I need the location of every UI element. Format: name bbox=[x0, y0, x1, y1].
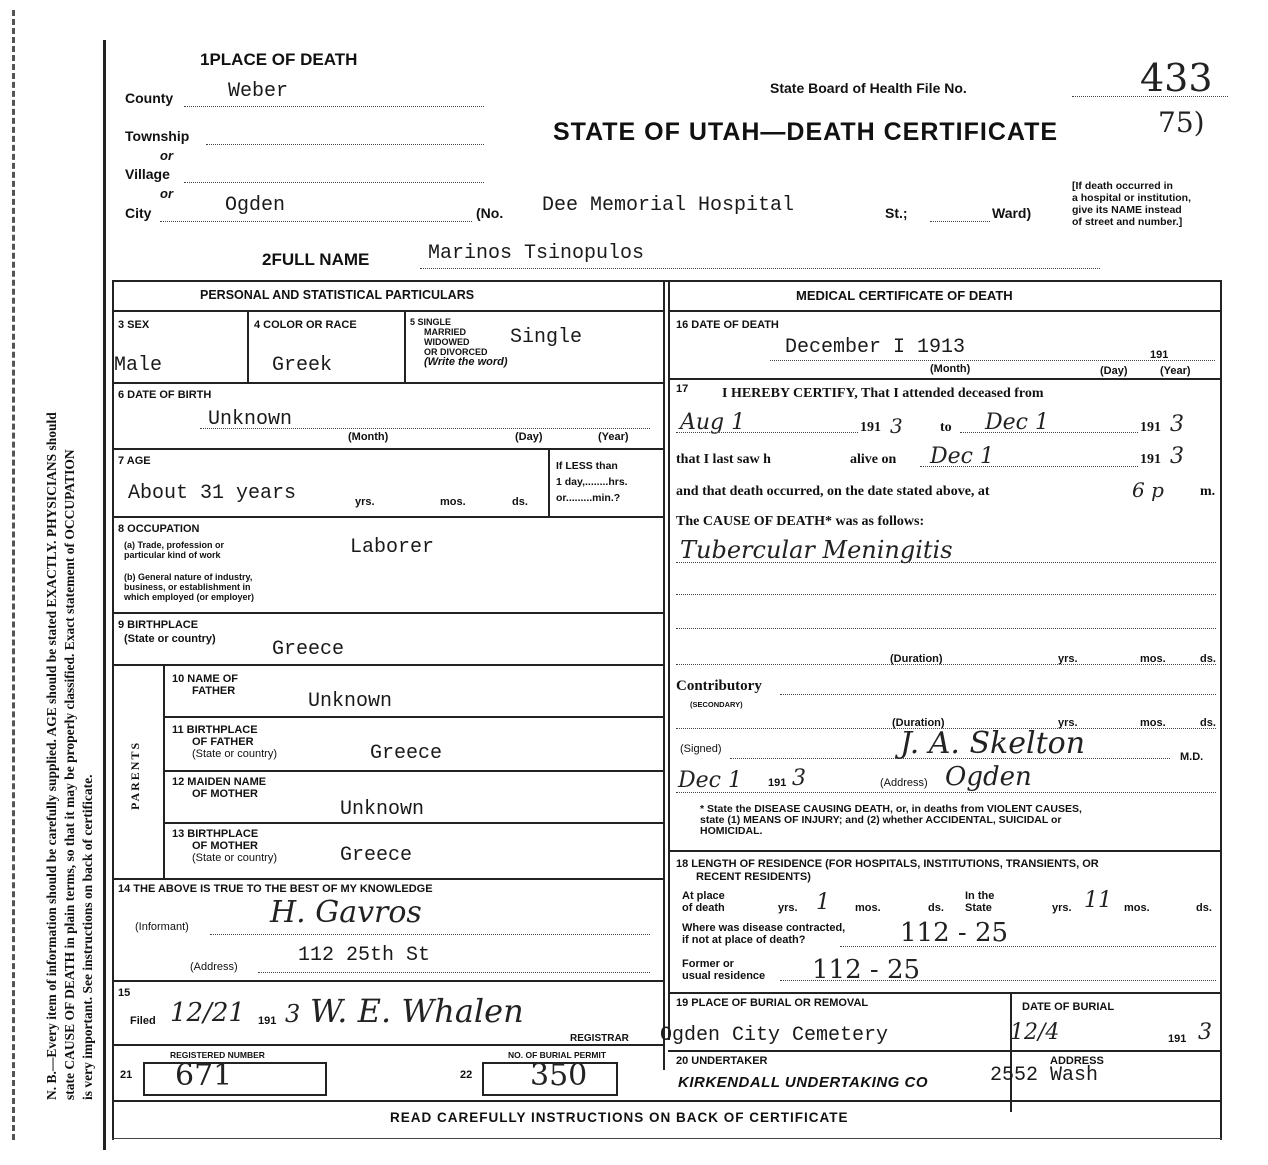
at-place-label bbox=[682, 890, 725, 914]
undertaker-address-label: ADDRESS bbox=[1050, 1055, 1104, 1067]
year-label: (Year) bbox=[1160, 365, 1191, 377]
burial-date-label: DATE OF BURIAL bbox=[1022, 1001, 1115, 1013]
hospital-value: Dee Memorial Hospital bbox=[542, 194, 795, 217]
if-less-note bbox=[556, 458, 628, 506]
duration-label: (Duration) bbox=[892, 717, 945, 729]
residence-label-line: 18 LENGTH OF RESIDENCE (FOR HOSPITALS, INSTITUTIONS, TRANSIENTS, OR bbox=[676, 858, 1099, 870]
occ-b-line: (b) General nature of industry, bbox=[124, 572, 253, 582]
marital-label-line: (Write the word) bbox=[424, 356, 508, 368]
sidebar-border bbox=[103, 40, 106, 1150]
burial-year-label: 191 bbox=[1168, 1033, 1187, 1045]
father-bp-line: (State or country) bbox=[192, 748, 277, 760]
residence-label bbox=[676, 858, 1099, 884]
burial-permit-label: NO. OF BURIAL PERMIT bbox=[508, 1050, 607, 1060]
filed-year-label: 191 bbox=[258, 1015, 277, 1027]
sidebar-note-line2: state CAUSE OF DEATH in plain terms, so that it may be properly classified. Exact statement of OCCUPATION bbox=[62, 449, 77, 1100]
in-state-line: In the bbox=[965, 890, 995, 902]
if-less-line: If LESS than bbox=[556, 460, 618, 472]
place-of-death-label: 1PLACE OF DEATH bbox=[200, 50, 358, 69]
sidebar-note-line1: N. B.—Every item of information should be carefully supplied. AGE should be stated EXACTLY. PHYSICIANS should bbox=[44, 412, 59, 1100]
attended-to: Dec 1 bbox=[985, 410, 1049, 435]
hospital-note bbox=[1072, 180, 1191, 228]
undertaker-label: 20 UNDERTAKER bbox=[676, 1055, 768, 1067]
county-label: County bbox=[125, 90, 174, 106]
birthplace-label: 9 BIRTHPLACE bbox=[118, 619, 199, 631]
full-name-value: Marinos Tsinopulos bbox=[428, 242, 645, 265]
personal-section-title: PERSONAL AND STATISTICAL PARTICULARS bbox=[200, 288, 475, 302]
village-label: Village bbox=[125, 166, 170, 182]
undertaker-address-value: 2552 Wash bbox=[990, 1064, 1099, 1087]
cause-label: The CAUSE OF DEATH* was as follows: bbox=[676, 514, 925, 529]
county-value: Weber bbox=[228, 80, 289, 103]
cause-of-death: Tubercular Meningitis bbox=[680, 536, 953, 564]
sex-value: Male bbox=[114, 354, 163, 377]
filed-label: Filed bbox=[130, 1015, 156, 1027]
registrar-label: REGISTRAR bbox=[570, 1033, 629, 1044]
mother-label-line: OF MOTHER bbox=[192, 788, 258, 800]
hospital-note-line: a hospital or institution, bbox=[1072, 192, 1191, 204]
in-state-mos: mos. bbox=[1124, 902, 1150, 914]
father-name-label bbox=[172, 673, 238, 697]
township-label: Township bbox=[125, 128, 190, 144]
in-state-yrs: yrs. bbox=[1052, 902, 1072, 914]
day-label: (Day) bbox=[1100, 365, 1128, 377]
cause-note-line: * State the DISEASE CAUSING DEATH, or, in deaths from VIOLENT CAUSES, bbox=[700, 803, 1082, 815]
certify-number: 17 bbox=[676, 383, 689, 395]
mother-bp-line: OF MOTHER bbox=[192, 840, 258, 852]
footer-instructions: READ CAREFULLY INSTRUCTIONS ON BACK OF CERTIFICATE bbox=[390, 1110, 849, 1125]
father-birthplace-label bbox=[172, 724, 277, 760]
burial-place-label: 19 PLACE OF BURIAL OR REMOVAL bbox=[676, 997, 869, 1009]
main-left-border bbox=[112, 280, 114, 1140]
mother-label-line: 12 MAIDEN NAME bbox=[172, 776, 267, 788]
informant-label: (Informant) bbox=[135, 921, 189, 933]
in-state-label bbox=[965, 890, 994, 914]
father-birthplace-value: Greece bbox=[370, 742, 443, 765]
registered-prefix: 21 bbox=[120, 1069, 133, 1081]
registrar-signature: W. E. Whalen bbox=[310, 992, 524, 1030]
signed-year-value: 3 bbox=[792, 766, 806, 791]
at-place-line: of death bbox=[682, 902, 725, 914]
cause-instructions bbox=[700, 804, 1082, 837]
filed-date: 12/21 bbox=[170, 998, 245, 1028]
burial-year-value: 3 bbox=[1198, 1020, 1212, 1045]
age-label: 7 AGE bbox=[118, 455, 151, 467]
yrs-label: yrs. bbox=[1058, 717, 1078, 729]
informant-address-label: (Address) bbox=[190, 961, 238, 973]
column-divider-inner bbox=[668, 280, 670, 1040]
city-label: City bbox=[125, 205, 152, 221]
year-label: (Year) bbox=[598, 431, 629, 443]
mother-bp-line: (State or country) bbox=[192, 852, 277, 864]
parents-label: PARENTS bbox=[128, 740, 142, 810]
occ-b-line: business, or establishment in bbox=[124, 582, 251, 592]
day-label: (Day) bbox=[515, 431, 543, 443]
medical-section-title: MEDICAL CERTIFICATE OF DEATH bbox=[796, 288, 1013, 303]
former-residence-label bbox=[682, 958, 765, 982]
sidebar-note-line3: is very important. See instructions on back of certificate. bbox=[80, 774, 95, 1100]
full-name-label: 2FULL NAME bbox=[262, 250, 370, 269]
occ-a-line: (a) Trade, profession or bbox=[124, 540, 225, 550]
month-label: (Month) bbox=[930, 363, 971, 375]
occupation-value: Laborer bbox=[350, 536, 435, 559]
mos-label: mos. bbox=[440, 496, 466, 508]
contracted-line: if not at place of death? bbox=[682, 934, 806, 946]
residence-label-line: RECENT RESIDENTS) bbox=[696, 871, 811, 883]
mos-label: mos. bbox=[1140, 717, 1166, 729]
occ-b-line: which employed (or employer) bbox=[124, 592, 255, 602]
occupation-b-note bbox=[124, 572, 254, 602]
birthplace-value: Greece bbox=[272, 638, 345, 661]
permit-prefix: 22 bbox=[460, 1069, 473, 1081]
mother-bp-line: 13 BIRTHPLACE bbox=[172, 828, 259, 840]
last-saw-date: Dec 1 bbox=[930, 444, 994, 469]
physician-address-label: (Address) bbox=[880, 777, 928, 789]
street-no-label: (No. bbox=[476, 205, 504, 221]
in-state-months: 11 bbox=[1084, 888, 1112, 913]
city-value: Ogden bbox=[225, 194, 286, 217]
dob-label: 6 DATE OF BIRTH bbox=[118, 389, 212, 401]
in-state-ds: ds. bbox=[1196, 902, 1212, 914]
certify-text: I HEREBY CERTIFY, That I attended deceased from bbox=[722, 386, 1044, 401]
contracted-value: 112 - 25 bbox=[900, 918, 1009, 948]
occurred-m: m. bbox=[1200, 484, 1216, 499]
undertaker-stamp: KIRKENDALL UNDERTAKING CO bbox=[678, 1074, 929, 1091]
marital-label-line: WIDOWED bbox=[424, 337, 470, 347]
above-true-label: 14 THE ABOVE IS TRUE TO THE BEST OF MY KNOWLEDGE bbox=[118, 883, 433, 895]
attended-from: Aug 1 bbox=[680, 410, 746, 435]
marital-label-line: OR DIVORCED bbox=[424, 347, 488, 357]
column-divider bbox=[663, 280, 665, 1070]
burial-place-value: Ogden City Cemetery bbox=[660, 1024, 889, 1047]
certificate-title: STATE OF UTAH—DEATH CERTIFICATE bbox=[553, 118, 1059, 146]
signed-label: (Signed) bbox=[680, 743, 722, 755]
board-label: State Board of Health File No. bbox=[770, 80, 967, 96]
ds-label: ds. bbox=[1200, 717, 1216, 729]
date-year-stub: 191 bbox=[1150, 349, 1169, 361]
at-place-yrs: yrs. bbox=[778, 902, 798, 914]
main-bottom-border bbox=[112, 1100, 1222, 1102]
or-label: or bbox=[160, 186, 173, 201]
mother-birthplace-label bbox=[172, 828, 277, 864]
former-line: Former or bbox=[682, 958, 734, 970]
father-bp-line: OF FATHER bbox=[192, 736, 254, 748]
binding-edge bbox=[12, 10, 15, 1140]
occ-a-line: particular kind of work bbox=[124, 550, 221, 560]
physician-signature: J. A. Skelton bbox=[900, 726, 1086, 761]
at-place-line: At place bbox=[682, 890, 725, 902]
from-year-label: 191 bbox=[860, 420, 881, 435]
former-line: usual residence bbox=[682, 970, 766, 982]
cause-note-line: state (1) MEANS OF INJURY; and (2) whether ACCIDENTAL, SUICIDAL or bbox=[700, 814, 1062, 826]
title-annotation: 75) bbox=[1158, 106, 1205, 139]
signed-year-label: 191 bbox=[768, 777, 787, 789]
at-place-ds: ds. bbox=[928, 902, 944, 914]
main-top-border bbox=[112, 280, 1222, 282]
former-residence-value: 112 - 25 bbox=[812, 955, 921, 985]
mother-birthplace-value: Greece bbox=[340, 844, 413, 867]
last-saw-text: that I last saw h bbox=[676, 452, 771, 467]
marital-label bbox=[410, 317, 508, 367]
yrs-label: yrs. bbox=[355, 496, 375, 508]
burial-permit-number: 350 bbox=[530, 1058, 588, 1093]
if-less-line: 1 day,........hrs. bbox=[556, 476, 628, 488]
father-bp-line: 11 BIRTHPLACE bbox=[172, 724, 258, 736]
if-less-line: or.........min.? bbox=[556, 492, 621, 504]
cause-note-line: HOMICIDAL. bbox=[700, 825, 763, 837]
registered-number-box bbox=[143, 1062, 327, 1096]
in-state-line: State bbox=[965, 902, 992, 914]
last-saw-year-value: 3 bbox=[1170, 444, 1184, 469]
signed-date: Dec 1 bbox=[678, 768, 742, 793]
filed-year-value: 3 bbox=[285, 1000, 301, 1028]
secondary-label: (SECONDARY) bbox=[690, 700, 743, 709]
burial-date-value: 12/4 bbox=[1010, 1020, 1060, 1045]
marital-label-line: MARRIED bbox=[424, 327, 466, 337]
ward-label: Ward) bbox=[992, 205, 1032, 221]
sex-label: 3 SEX bbox=[118, 319, 150, 331]
informant-signature: H. Gavros bbox=[270, 895, 422, 930]
at-place-mos: mos. bbox=[855, 902, 881, 914]
occurred-time: 6 p bbox=[1132, 478, 1164, 502]
last-saw-year-label: 191 bbox=[1140, 452, 1161, 467]
street-label: St.; bbox=[885, 205, 908, 221]
dob-value: Unknown bbox=[208, 408, 293, 431]
occurred-text: and that death occurred, on the date stated above, at bbox=[676, 484, 990, 499]
informant-address-value: 112 25th St bbox=[298, 944, 431, 967]
to-label: to bbox=[940, 420, 952, 435]
main-right-border bbox=[1220, 280, 1222, 1140]
filed-number-label: 15 bbox=[118, 987, 131, 999]
color-value: Greek bbox=[272, 354, 333, 377]
file-number: 433 bbox=[1140, 56, 1213, 100]
ds-label: ds. bbox=[512, 496, 528, 508]
date-of-death-value: December I 1913 bbox=[785, 336, 966, 359]
father-label-line: 10 NAME OF bbox=[172, 673, 239, 685]
contracted-label bbox=[682, 922, 845, 946]
color-label: 4 COLOR OR RACE bbox=[254, 319, 357, 331]
father-label-line: FATHER bbox=[192, 685, 236, 697]
from-year-value: 3 bbox=[890, 414, 903, 438]
contracted-line: Where was disease contracted, bbox=[682, 922, 846, 934]
ds-label: ds. bbox=[1200, 653, 1216, 665]
registered-number: 671 bbox=[175, 1058, 233, 1093]
age-value: About 31 years bbox=[128, 482, 297, 505]
birthplace-sub: (State or country) bbox=[124, 633, 216, 645]
mother-name-value: Unknown bbox=[340, 798, 425, 821]
at-place-months: 1 bbox=[816, 890, 830, 915]
occupation-label: 8 OCCUPATION bbox=[118, 523, 200, 535]
or-label: or bbox=[160, 148, 173, 163]
yrs-label: yrs. bbox=[1058, 653, 1078, 665]
md-label: M.D. bbox=[1180, 751, 1204, 763]
marital-value: Single bbox=[510, 326, 583, 349]
mos-label: mos. bbox=[1140, 653, 1166, 665]
to-year-value: 3 bbox=[1170, 412, 1184, 437]
date-of-death-label: 16 DATE OF DEATH bbox=[676, 319, 779, 331]
to-year-label: 191 bbox=[1140, 420, 1161, 435]
registered-number-label: REGISTERED NUMBER bbox=[170, 1050, 265, 1060]
physician-address: Ogden bbox=[945, 762, 1032, 792]
hospital-note-line: give its NAME instead bbox=[1072, 204, 1182, 216]
hospital-note-line: of street and number.] bbox=[1072, 216, 1183, 228]
father-name-value: Unknown bbox=[308, 690, 393, 713]
mother-name-label bbox=[172, 776, 266, 800]
last-saw-mid: alive on bbox=[850, 452, 897, 467]
month-label: (Month) bbox=[348, 431, 389, 443]
duration-label: (Duration) bbox=[890, 653, 943, 665]
occupation-a-note bbox=[124, 540, 224, 560]
marital-label-line: 5 SINGLE bbox=[410, 317, 452, 327]
hospital-note-line: [If death occurred in bbox=[1072, 180, 1173, 192]
contributory-label: Contributory bbox=[676, 678, 762, 694]
